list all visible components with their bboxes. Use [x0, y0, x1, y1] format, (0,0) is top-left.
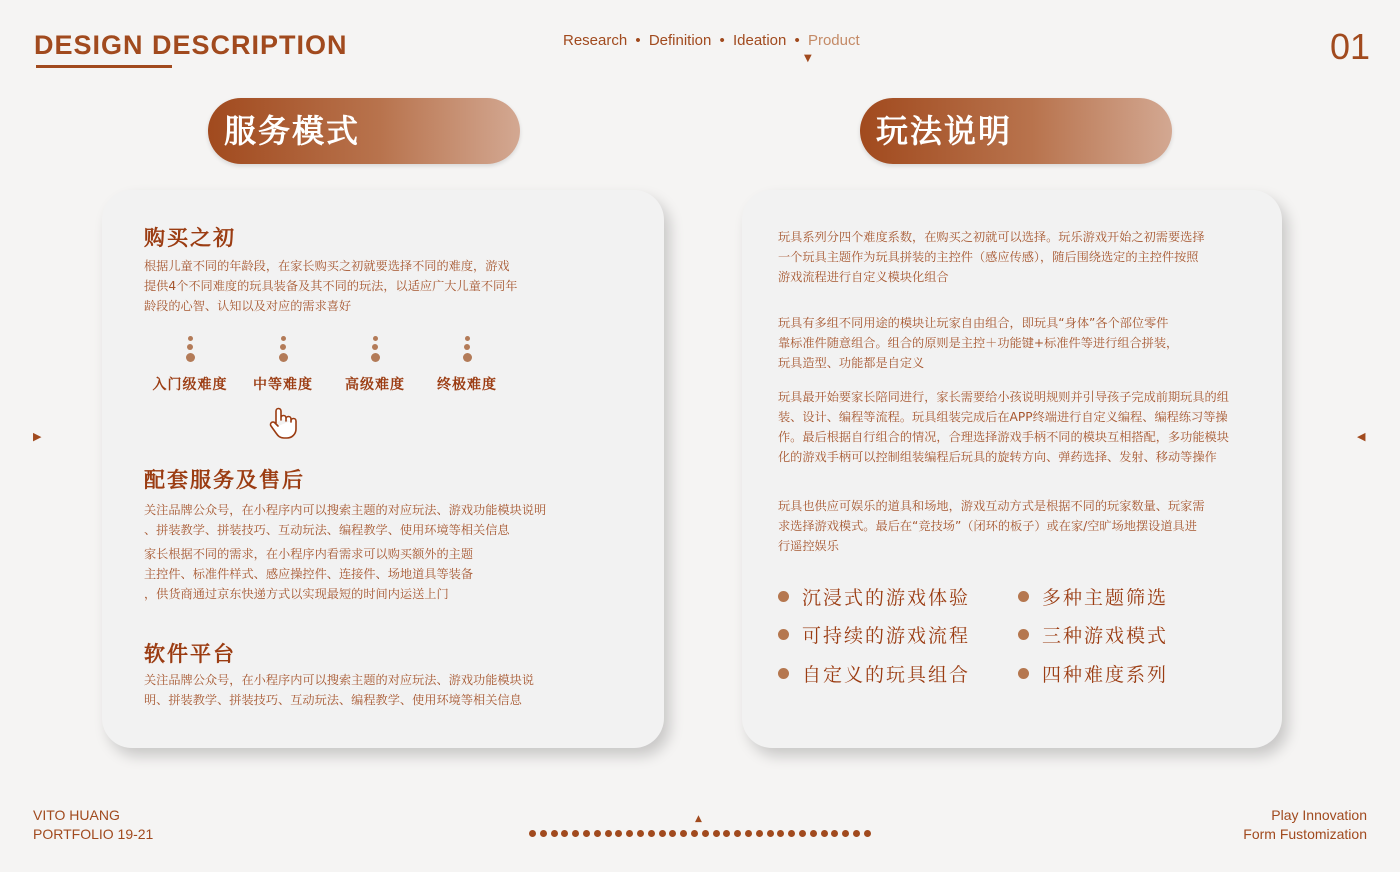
caret-up-icon: ▲	[695, 814, 702, 824]
gameplay-title-pill	[860, 98, 1172, 164]
level-dots	[422, 336, 512, 362]
level-dots	[145, 336, 235, 362]
nav-separator: •	[719, 32, 725, 49]
section-title-after-sales: 配套服务及售后	[144, 468, 305, 492]
footer-project	[1243, 806, 1367, 844]
service-mode-title-pill	[208, 98, 520, 164]
bullet-dot	[1018, 668, 1029, 679]
text-line: 主控件、标准件样式、感应操控件、连接件、场地道具等装备	[144, 567, 474, 581]
brand-underline	[36, 65, 172, 68]
pill-title: 玩法说明	[876, 112, 1013, 150]
nav-ideation[interactable]: Ideation	[732, 32, 787, 49]
after-sales-paragraph-a	[144, 500, 546, 540]
portfolio-label: PORTFOLIO 19-21	[33, 826, 154, 842]
nav-separator: •	[794, 32, 800, 49]
hand-pointer-icon	[268, 406, 298, 440]
gameplay-paragraph-2	[778, 313, 1178, 373]
text-line: 关注品牌公众号，在小程序内可以搜索主题的对应玩法、游戏功能模块说	[144, 673, 534, 687]
feature-label: 四种难度系列	[1042, 664, 1169, 686]
text-line: 龄段的心智、认知以及对应的需求喜好	[144, 299, 352, 313]
level-advanced[interactable]	[330, 336, 420, 394]
text-line: 行遥控娱乐	[778, 539, 839, 553]
level-label: 高级难度	[345, 377, 405, 393]
feature-item	[778, 621, 970, 648]
text-line: 化的游戏手柄可以控制组装编程后玩具的旋转方向、弹药选择、发射、移动等操作	[778, 450, 1217, 464]
text-line: 求选择游戏模式。最后在“竞技场”（闭环的板子）或在家/空旷场地摆设道具进	[778, 519, 1197, 533]
author-name: VITO HUANG	[33, 807, 120, 823]
bullet-dot	[1018, 591, 1029, 602]
feature-item	[778, 660, 970, 687]
project-line-1: Play Innovation	[1271, 807, 1367, 823]
text-line: 关注品牌公众号，在小程序内可以搜索主题的对应玩法、游戏功能模块说明	[144, 503, 547, 517]
text-line: 根据儿童不同的年龄段，在家长购买之初就要选择不同的难度，游戏	[144, 259, 510, 273]
page-indicator[interactable]	[529, 830, 871, 837]
level-ultimate[interactable]	[422, 336, 512, 394]
page-brand-title: DESIGN DESCRIPTION	[34, 30, 348, 60]
after-sales-paragraph-b	[144, 544, 473, 604]
bullet-dot	[778, 629, 789, 640]
feature-item	[778, 583, 970, 610]
software-paragraph	[144, 670, 534, 710]
caret-down-icon: ▼	[804, 53, 812, 64]
level-label: 中等难度	[253, 377, 313, 393]
footer-author	[33, 806, 153, 844]
purchase-paragraph	[144, 256, 517, 316]
feature-item	[1018, 621, 1168, 648]
text-line: 玩具有多组不同用途的模块让玩家自由组合，即玩具“身体”各个部位零件	[778, 316, 1169, 330]
gameplay-card	[742, 190, 1282, 748]
text-line: 装、设计、编程等流程。玩具组装完成后在APP终端进行自定义编程、编程练习等操	[778, 410, 1228, 424]
gameplay-paragraph-4	[778, 496, 1205, 556]
pill-title: 服务模式	[224, 112, 361, 150]
text-line: 靠标准件随意组合。组合的原则是主控＋功能键+标准件等进行组合拼装，	[778, 336, 1179, 350]
level-dots	[238, 336, 328, 362]
nav-research[interactable]: Research	[563, 32, 628, 49]
page-number: 01	[1329, 26, 1370, 67]
text-line: 作。最后根据自行组合的情况，合理选择游戏手柄不同的模块互相搭配，多功能模块	[778, 430, 1229, 444]
section-title-software: 软件平台	[144, 642, 236, 666]
text-line: 一个玩具主题作为玩具拼装的主控件（感应传感），随后围绕选定的主控件按照	[778, 250, 1199, 264]
level-entry[interactable]	[145, 336, 235, 394]
right-arrow-icon[interactable]: ◀	[1357, 430, 1366, 443]
feature-item	[1018, 660, 1168, 687]
text-line: ，供货商通过京东快递方式以实现最短的时间内运送上门	[144, 587, 449, 601]
section-title-purchase: 购买之初	[144, 226, 236, 250]
project-line-2: Form Fustomization	[1243, 826, 1367, 842]
bullet-dot	[778, 591, 789, 602]
text-line: 玩具造型、功能都是自定义	[778, 356, 925, 370]
bullet-dot	[778, 668, 789, 679]
text-line: 游戏流程进行自定义模块化组合	[778, 270, 949, 284]
nav-separator: •	[635, 32, 641, 49]
feature-item	[1018, 583, 1168, 610]
text-line: 家长根据不同的需求，在小程序内看需求可以购买额外的主题	[144, 547, 474, 561]
gameplay-paragraph-1	[778, 227, 1205, 287]
feature-label: 多种主题筛选	[1042, 587, 1169, 609]
feature-label: 自定义的玩具组合	[802, 664, 971, 686]
text-line: 提供4个不同难度的玩具装备及其不同的玩法，以适应广大儿童不同年	[144, 279, 518, 293]
service-mode-card	[102, 190, 664, 748]
feature-label: 三种游戏模式	[1042, 625, 1169, 647]
feature-label: 沉浸式的游戏体验	[802, 587, 971, 609]
text-line: 玩具系列分四个难度系数，在购买之初就可以选择。玩乐游戏开始之初需要选择	[778, 230, 1205, 244]
level-dots	[330, 336, 420, 362]
text-line: 明、拼装教学、拼装技巧、互动玩法、编程教学、使用环境等相关信息	[144, 693, 522, 707]
text-line: 玩具最开始要家长陪同进行，家长需要给小孩说明规则并引导孩子完成前期玩具的组	[778, 390, 1229, 404]
nav-definition[interactable]: Definition	[648, 32, 712, 49]
gameplay-paragraph-3	[778, 387, 1229, 467]
feature-label: 可持续的游戏流程	[802, 625, 971, 647]
bullet-dot	[1018, 629, 1029, 640]
left-arrow-icon[interactable]: ▶	[33, 430, 42, 443]
text-line: 玩具也供应可娱乐的道具和场地，游戏互动方式是根据不同的玩家数量、玩家需	[778, 499, 1205, 513]
level-label: 入门级难度	[152, 377, 228, 393]
nav-product[interactable]: Product	[807, 32, 860, 49]
level-medium[interactable]	[238, 336, 328, 394]
level-label: 终极难度	[437, 377, 497, 393]
section-nav	[563, 32, 860, 49]
text-line: 、拼装教学、拼装技巧、互动玩法、编程教学、使用环境等相关信息	[144, 523, 510, 537]
